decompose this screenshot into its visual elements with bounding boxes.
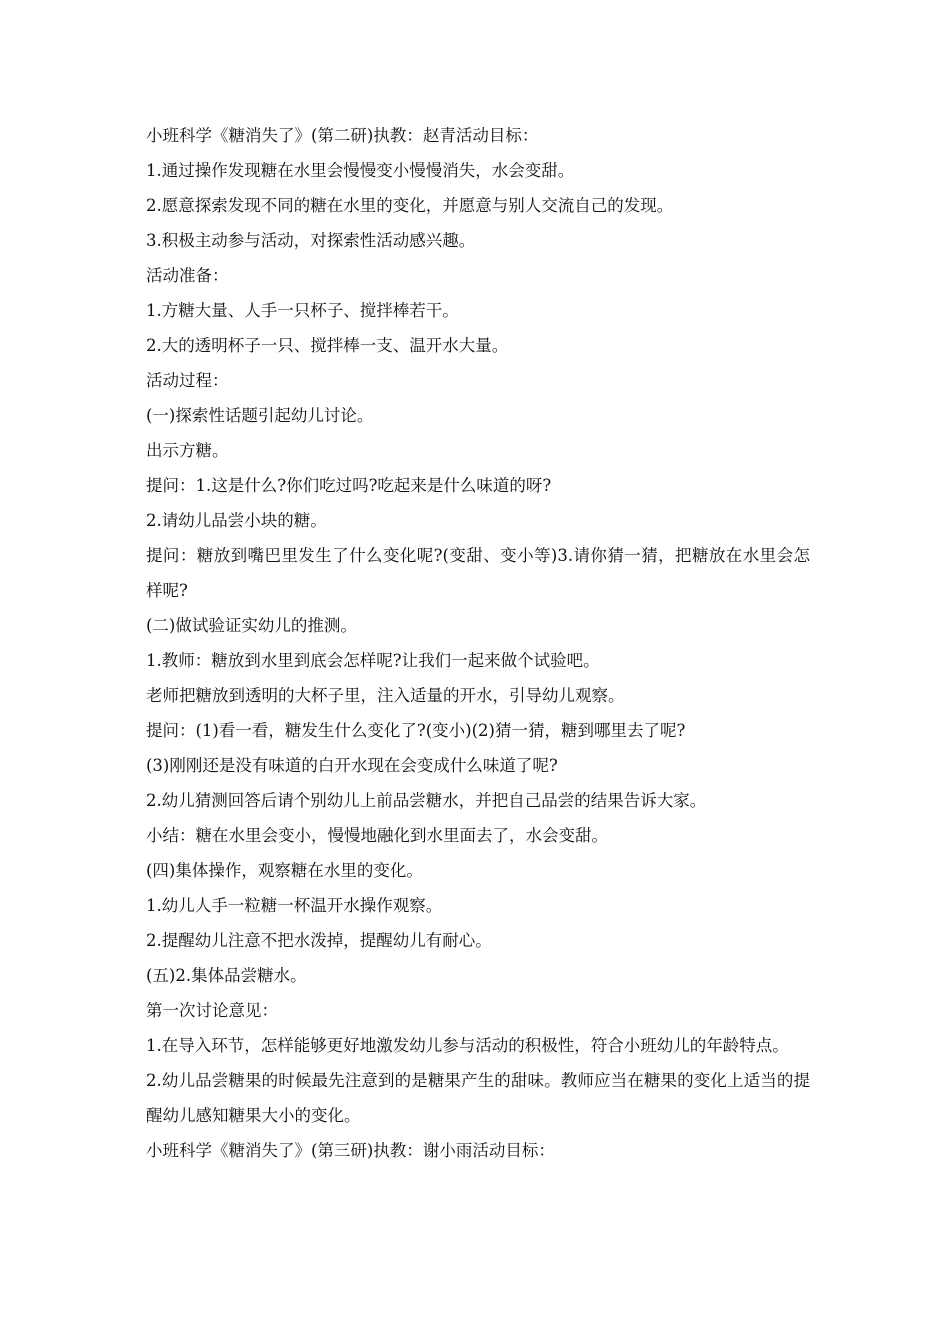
process-question-1: 提问：1.这是什么?你们吃过吗?吃起来是什么味道的呀? <box>146 476 552 495</box>
section-discussion: 第一次讨论意见： <box>146 1001 278 1020</box>
process-summary: 小结：糖在水里会变小，慢慢地融化到水里面去了，水会变甜。 <box>146 826 608 845</box>
goal-3: 3.积极主动参与活动，对探索性活动感兴趣。 <box>146 231 476 250</box>
process-question-3: 提问：(1)看一看，糖发生什么变化了?(变小)(2)猜一猜，糖到哪里去了呢? <box>146 721 686 740</box>
process-question-4: (3)刚刚还是没有味道的白开水现在会变成什么味道了呢? <box>146 756 558 775</box>
process-guess: 2.幼儿猜测回答后请个别幼儿上前品尝糖水，并把自己品尝的结果告诉大家。 <box>146 791 707 810</box>
discussion-2: 2.幼儿品尝糖果的时候最先注意到的是糖果产生的甜味。教师应当在糖果的变化上适当的提醒幼儿感知糖果大小的变化。 <box>146 1071 810 1125</box>
heading-third-session: 小班科学《糖消失了》(第三研)执教：谢小雨活动目标： <box>146 1141 555 1160</box>
process-question-2: 提问：糖放到嘴巴里发生了什么变化呢?(变甜、变小等)3.请你猜一猜，把糖放在水里会怎样呢? <box>146 546 810 600</box>
section-process: 活动过程： <box>146 371 229 390</box>
section-preparation: 活动准备： <box>146 266 229 285</box>
heading-second-session: 小班科学《糖消失了》(第二研)执教：赵青活动目标： <box>146 126 539 145</box>
process-taste: 2.请幼儿品尝小块的糖。 <box>146 511 327 530</box>
process-teacher: 1.教师：糖放到水里到底会怎样呢?让我们一起来做个试验吧。 <box>146 651 600 670</box>
goal-1: 1.通过操作发现糖在水里会慢慢变小慢慢消失，水会变甜。 <box>146 161 575 180</box>
operation-2: 2.提醒幼儿注意不把水泼掉，提醒幼儿有耐心。 <box>146 931 492 950</box>
goal-2: 2.愿意探索发现不同的糖在水里的变化，并愿意与别人交流自己的发现。 <box>146 196 674 215</box>
process-part-1: (一)探索性话题引起幼儿讨论。 <box>146 406 374 425</box>
discussion-1: 1.在导入环节，怎样能够更好地激发幼儿参与活动的积极性，符合小班幼儿的年龄特点。 <box>146 1036 789 1055</box>
process-part-2: (二)做试验证实幼儿的推测。 <box>146 616 357 635</box>
process-part-4: (四)集体操作，观察糖在水里的变化。 <box>146 861 423 880</box>
process-show-sugar: 出示方糖。 <box>146 441 229 460</box>
preparation-1: 1.方糖大量、人手一只杯子、搅拌棒若干。 <box>146 301 459 320</box>
process-part-5: (五)2.集体品尝糖水。 <box>146 966 307 985</box>
operation-1: 1.幼儿人手一粒糖一杯温开水操作观察。 <box>146 896 443 915</box>
process-demo: 老师把糖放到透明的大杯子里，注入适量的开水，引导幼儿观察。 <box>146 686 625 705</box>
preparation-2: 2.大的透明杯子一只、搅拌棒一支、温开水大量。 <box>146 336 509 355</box>
document-body <box>146 118 810 1168</box>
